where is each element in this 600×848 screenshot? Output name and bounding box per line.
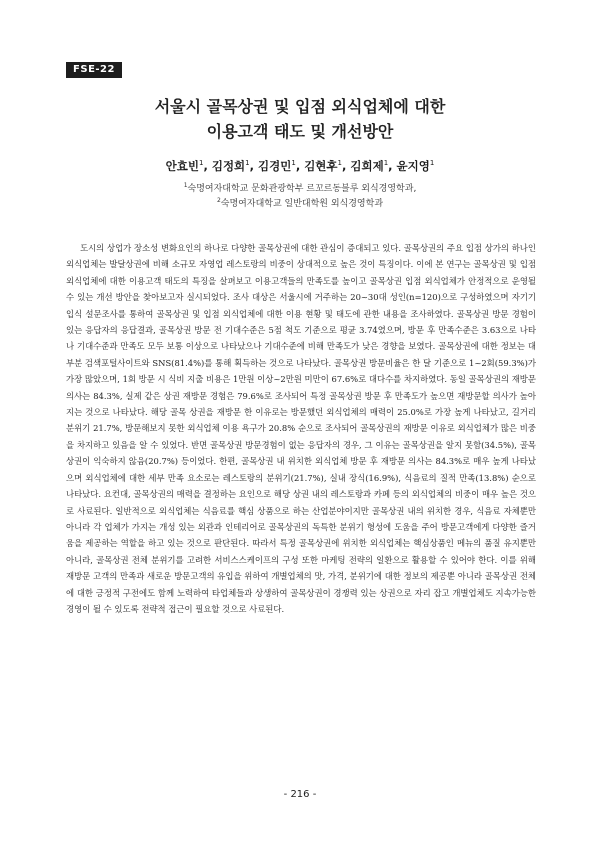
author-sup: 1 (429, 159, 435, 168)
affiliation-text: 숙명여자대학교 일반대학원 외식경영학과 (220, 199, 384, 209)
author-sup: 1 (383, 159, 389, 168)
title-line-1: 서울시 골목상권 및 입점 외식업체에 대한 (154, 97, 446, 116)
author-name: 김정희 (211, 159, 246, 173)
author-sup: 1 (245, 159, 250, 168)
affiliation-sup: 2 (216, 197, 221, 204)
paper-id-badge: FSE-22 (66, 62, 122, 78)
author-name: 김경민 (258, 159, 292, 173)
page-number: - 216 - (283, 789, 317, 800)
author-name: 윤지영 (396, 159, 430, 173)
affiliation-sup: 1 (183, 182, 188, 189)
author-list: 안효빈$^1$, 김정희$^1$, 김경민$^1$, 김현후$^1$, 김희제$^1$, 윤지영$^1$ (165, 159, 435, 173)
author-name: 김현후 (304, 159, 338, 173)
author-sup: 1 (199, 159, 204, 168)
affiliation-1 (0, 181, 600, 194)
title-line-2: 이용고객 태도 및 개선방안 (206, 122, 394, 141)
author-sup: 1 (337, 159, 342, 168)
author-name: 김희제 (350, 159, 384, 173)
author-name: 안효빈 (165, 159, 199, 173)
author-sup: 1 (291, 159, 296, 168)
abstract-body: 도시의 상업가 장소성 변화요인의 하나로 다양한 골목상권에 대한 관심이 증대되고 있다. 골목상권의 주요 입점 상가의 하나인 외식업체는 발달상권에 비해 소규모 자영업 레스토랑의 비중이 상대적으로 높은 것이 특징이다. 이에 본 연구는 골목상권 및 입점 외식업체에 대한 이용고객 태도의 특징을 살펴보고 이용고객들의 만족도를 높이고 골목상권 입점 외식업체가 안정적으로 운영될 수 있는 개선 방안을 찾아보고자 실시되었다. 조사 대상은 서울시에 거주하는 20~30대 성인(n=120)으로 구성하였으며 자기기입식 설문조사를 통하여 골목상권 및 입점 외식업체에 대한 이용 현황 및 태도에 관한 내용을 조사하였다. 골목상권 방문 경험이 있는 응답자의 응답결과, 골목상권 방문 전 기대수준은 5점 척도 기준으로 평균 3.74였으며, 방문 후 만족수준은 3.63으로 나타나 기대수준과 만족도 모두 보통 이상으로 나타났으나 기대수준에 비해 만족도가 낮은 경향을 보였다. 골목상권에 대한 정보는 대부분 검색포털사이트와 SNS(81.4%)를 통해 획득하는 것으로 나타났다. 골목상권 방문비율은 한 달 기준으로 1~2회(59.3%)가 가장 많았으며, 1회 방문 시 식비 지출 비용은 1만원 이상~2만원 미만이 67.6%로 대다수를 차지하였다. 동일 골목상권의 재방문 의사는 84.3%, 실제 같은 상권 재방문 경험은 79.6%로 조사되어 특정 골목상권 방문 후 만족도가 높으면 재방문할 의사가 높아지는 것으로 나타났다. 해당 골목 상권을 재방문 한 이유로는 방문했던 외식업체의 매력이 25.0%로 가장 높게 나타났고, 길거리 분위기 21.7%, 방문해보지 못한 외식업체 이용 욕구가 20.8% 순으로 조사되어 골목상권의 재방문 이유로 외식업체가 많은 비중을 차지하고 있음을 알 수 있었다. 반면 골목상권 방문경험이 없는 응답자의 경우, 그 이유는 골목상권을 알지 못함(34.5%), 골목상권이 익숙하지 않음(20.7%) 등이었다. 한편, 골목상권 내 위치한 외식업체 방문 후 재방문 의사는 84.3%로 매우 높게 나타났으며 외식업체에 대한 세부 만족 요소로는 레스토랑의 분위기(21.7%), 실내 장식(16.9%), 식음료의 질적 만족(13.8%) 순으로 나타났다. 요컨대, 골목상권의 매력을 결정하는 요인으로 해당 상권 내의 레스토랑과 카페 등의 외식업체의 비중이 매우 높은 것으로 사료된다. 일반적으로 외식업체는 식음료를 핵심 상품으로 하는 산업분야이지만 골목상권 내의 위치한 경우, 식음료 자체뿐만 아니라 각 업체가 가지는 개성 있는 외관과 인테리어로 골목상권의 독특한 분위기 형성에 도움을 주어 방문고객에게 다양한 즐거움을 제공하는 역할을 하고 있는 것으로 판단된다. 따라서 특정 골목상권에 위치한 외식업체는 핵심상품인 메뉴의 품질 유지뿐만 아니라, 골목상권 전체 분위기를 고려한 서비스스케이프의 구성 또한 마케팅 전략의 일환으로 활용할 수 있어야 한다. 이를 위해 재방문 고객의 만족과 새로운 방문고객의 유입을 위하여 개별업체의 맛, 가격, 분위기에 대한 정보의 제공뿐 아니라 골목상권 전체에 대한 긍정적 구전에도 함께 노력하여 타업체들과 상생하여 골목상권이 경쟁력 있는 상권으로 자리 잡고 개별업체도 지속가능한 경영이 될 수 있도록 전략적 접근이 필요할 것으로 사료된다. (66, 243, 536, 614)
affiliation-text: 숙명여자대학교 문화관광학부 르꼬르동블루 외식경영학과, (187, 184, 417, 194)
paper-title (0, 94, 600, 144)
affiliation-2 (0, 196, 600, 209)
